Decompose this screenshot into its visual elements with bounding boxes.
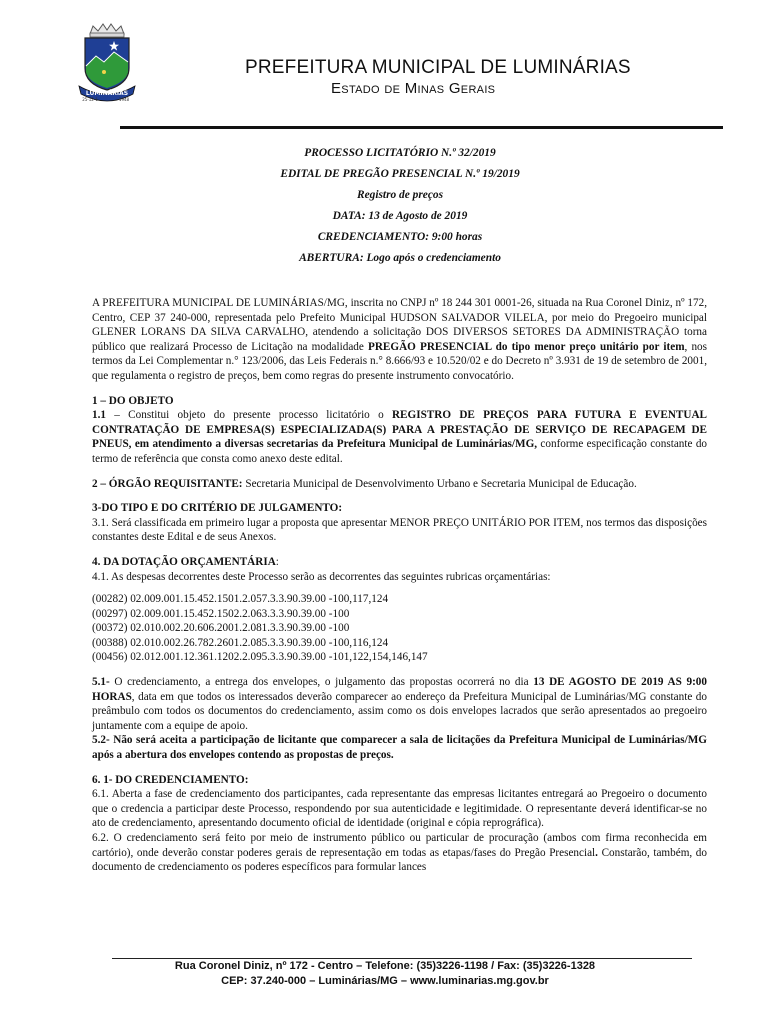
- document-body: [92, 296, 707, 875]
- budget-line: (00282) 02.009.001.15.452.1501.2.057.3.3.90.39.00 -100,117,124: [92, 593, 389, 606]
- budget-line: (00456) 02.012.001.12.361.1202.2.095.3.3.90.39.00 -101,122,154,146,147: [92, 651, 428, 664]
- opening-info: ABERTURA: Logo após o credenciamento: [299, 252, 501, 264]
- section-5-2: 5.2- Não será aceita a participação de licitante que comparecer a sala de licitações da Prefeitura Municipal de Luminárias/MG após a abertura dos envelopes contendo as propostas de preços.: [92, 734, 707, 762]
- section-3-heading: 3-DO TIPO E DO CRITÉRIO DE JULGAMENTO:: [92, 502, 343, 515]
- section-6-1: 6.1. Aberta a fase de credenciamento dos participantes, cada representante das empresas licitantes entregará ao Pregoeiro o documento que o credencia a participar deste Processo, respondendo por sua autenticidade e legitimidade. O representante deverá identificar-se no ato de credenciamento, apresentando documento oficial de identidade (original e cópia reprográfica).: [92, 788, 707, 830]
- page-footer: [0, 959, 770, 989]
- budget-line: (00297) 02.009.001.15.452.1502.2.063.3.3.90.39.00 -100: [92, 607, 350, 620]
- footer-address: Rua Coronel Diniz, nº 172 - Centro – Telefone: (35)3226-1198 / Fax: (35)3226-1328: [174, 960, 596, 972]
- process-number: PROCESSO LICITATÓRIO N.º 32/2019: [304, 147, 496, 159]
- section-5-1: 5.1- O credenciamento, a entrega dos envelopes, o julgamento das propostas ocorrerá no dia 13 DE AGOSTO DE 2019 AS 9:00 HORAS, data em que todos os interessados deverão comparecer ao endereço da Prefeitura Municipal de Luminárias/MG constante do preâmbulo com todos os documentos do credenciamento, assim como os dois envelopes lacrados que serão apresentados ao pregoeiro juntamente com a equipe de apoio.: [92, 676, 707, 732]
- svg-text:25-12-1: 25-12-1: [82, 97, 98, 102]
- budget-line: (00372) 02.010.002.20.606.2001.2.081.3.3.90.39.00 -100: [92, 622, 350, 635]
- registry-type: Registro de preços: [356, 189, 444, 201]
- process-heading-block: [0, 143, 770, 269]
- section-1-1: 1.1 – Constitui objeto do presente processo licitatório o REGISTRO DE PREÇOS PARA FUTURA E EVENTUAL CONTRATAÇÃO DE EMPRESA(S) ESPECIALIZADA(S) PARA A PRESTAÇÃO DE SERVIÇO DE RECAPAGEM DE PNEUS, em atendimento a diversas secretarias da Prefeitura Municipal de Luminárias/MG, conforme especificação constante do termo de referência que consta como anexo deste edital.: [92, 409, 708, 465]
- edital-number: EDITAL DE PREGÃO PRESENCIAL N.º 19/2019: [280, 168, 520, 180]
- section-6-heading: 6. 1- DO CREDENCIAMENTO:: [92, 773, 249, 786]
- municipal-crest-logo: [76, 22, 138, 102]
- section-2: 2 – ÓRGÃO REQUISITANTE: Secretaria Municipal de Desenvolvimento Urbano e Secretaria Municipal de Educação.: [92, 477, 637, 490]
- section-3-1: 3.1. Será classificada em primeiro lugar a proposta que apresentar MENOR PREÇO UNITÁRIO POR ITEM, nos termos das disposições constantes deste Edital e de seus Anexos.: [92, 516, 707, 544]
- accreditation-time: CREDENCIAMENTO: 9:00 horas: [317, 231, 483, 243]
- intro-paragraph: A PREFEITURA MUNICIPAL DE LUMINÁRIAS/MG, inscrita no CNPJ nº 18 244 301 0001-26, situada na Rua Coronel Diniz, nº 172, Centro, CEP 37 240-000, representada pelo Prefeito Municipal HUDSON SALVADOR VILELA, por meio do Pregoeiro municipal GLENER LORANS DA SILVA CARVALHO, atendendo a solicitação DOS DIVERSOS SETORES DA ADMINISTRAÇÃO torna público que realizará Processo de Licitação na modalidade PREGÃO PRESENCIAL do tipo menor preço unitário por item, nos termos da Lei Complementar n.° 123/2006, das Leis Federais n.° 8.666/93 e 10.520/02 e do Decreto nº 3.931 de 19 de setembro de 2001, que regulamenta o registro de preços, bem como regras do presente instrumento convocatório.: [92, 297, 708, 382]
- footer-cep-website: CEP: 37.240-000 – Luminárias/MG – www.luminarias.mg.gov.br: [221, 975, 549, 987]
- state-subtitle: Estado de Minas Gerais: [331, 80, 496, 97]
- header-divider: [120, 126, 723, 129]
- svg-text:1948: 1948: [118, 97, 130, 102]
- section-4-heading: 4. DA DOTAÇÃO ORÇAMENTÁRIA:: [92, 555, 279, 568]
- section-6-2: 6.2. O credenciamento será feito por meio de instrumento público ou particular de procuração (ambos com firma reconhecida em cartório), onde deverão constar poderes gerais de representação em todas as etapas/fases do Pregão Presencial. Constarão, também, do documento de credenciamento os poderes específicos para formular lances: [92, 832, 707, 874]
- section-4-1: 4.1. As despesas decorrentes deste Processo serão as decorrentes das seguintes rubricas orçamentárias:: [92, 570, 551, 583]
- svg-text:LUMINÁRIAS: LUMINÁRIAS: [85, 90, 129, 97]
- budget-lines-list: [92, 592, 707, 665]
- municipality-title: PREFEITURA MUNICIPAL DE LUMINÁRIAS: [245, 57, 631, 78]
- budget-line: (00388) 02.010.002.26.782.2601.2.085.3.3.90.39.00 -100,116,124: [92, 636, 389, 649]
- section-1-heading: 1 – DO OBJETO: [92, 394, 174, 407]
- process-date: DATA: 13 de Agosto de 2019: [332, 210, 468, 222]
